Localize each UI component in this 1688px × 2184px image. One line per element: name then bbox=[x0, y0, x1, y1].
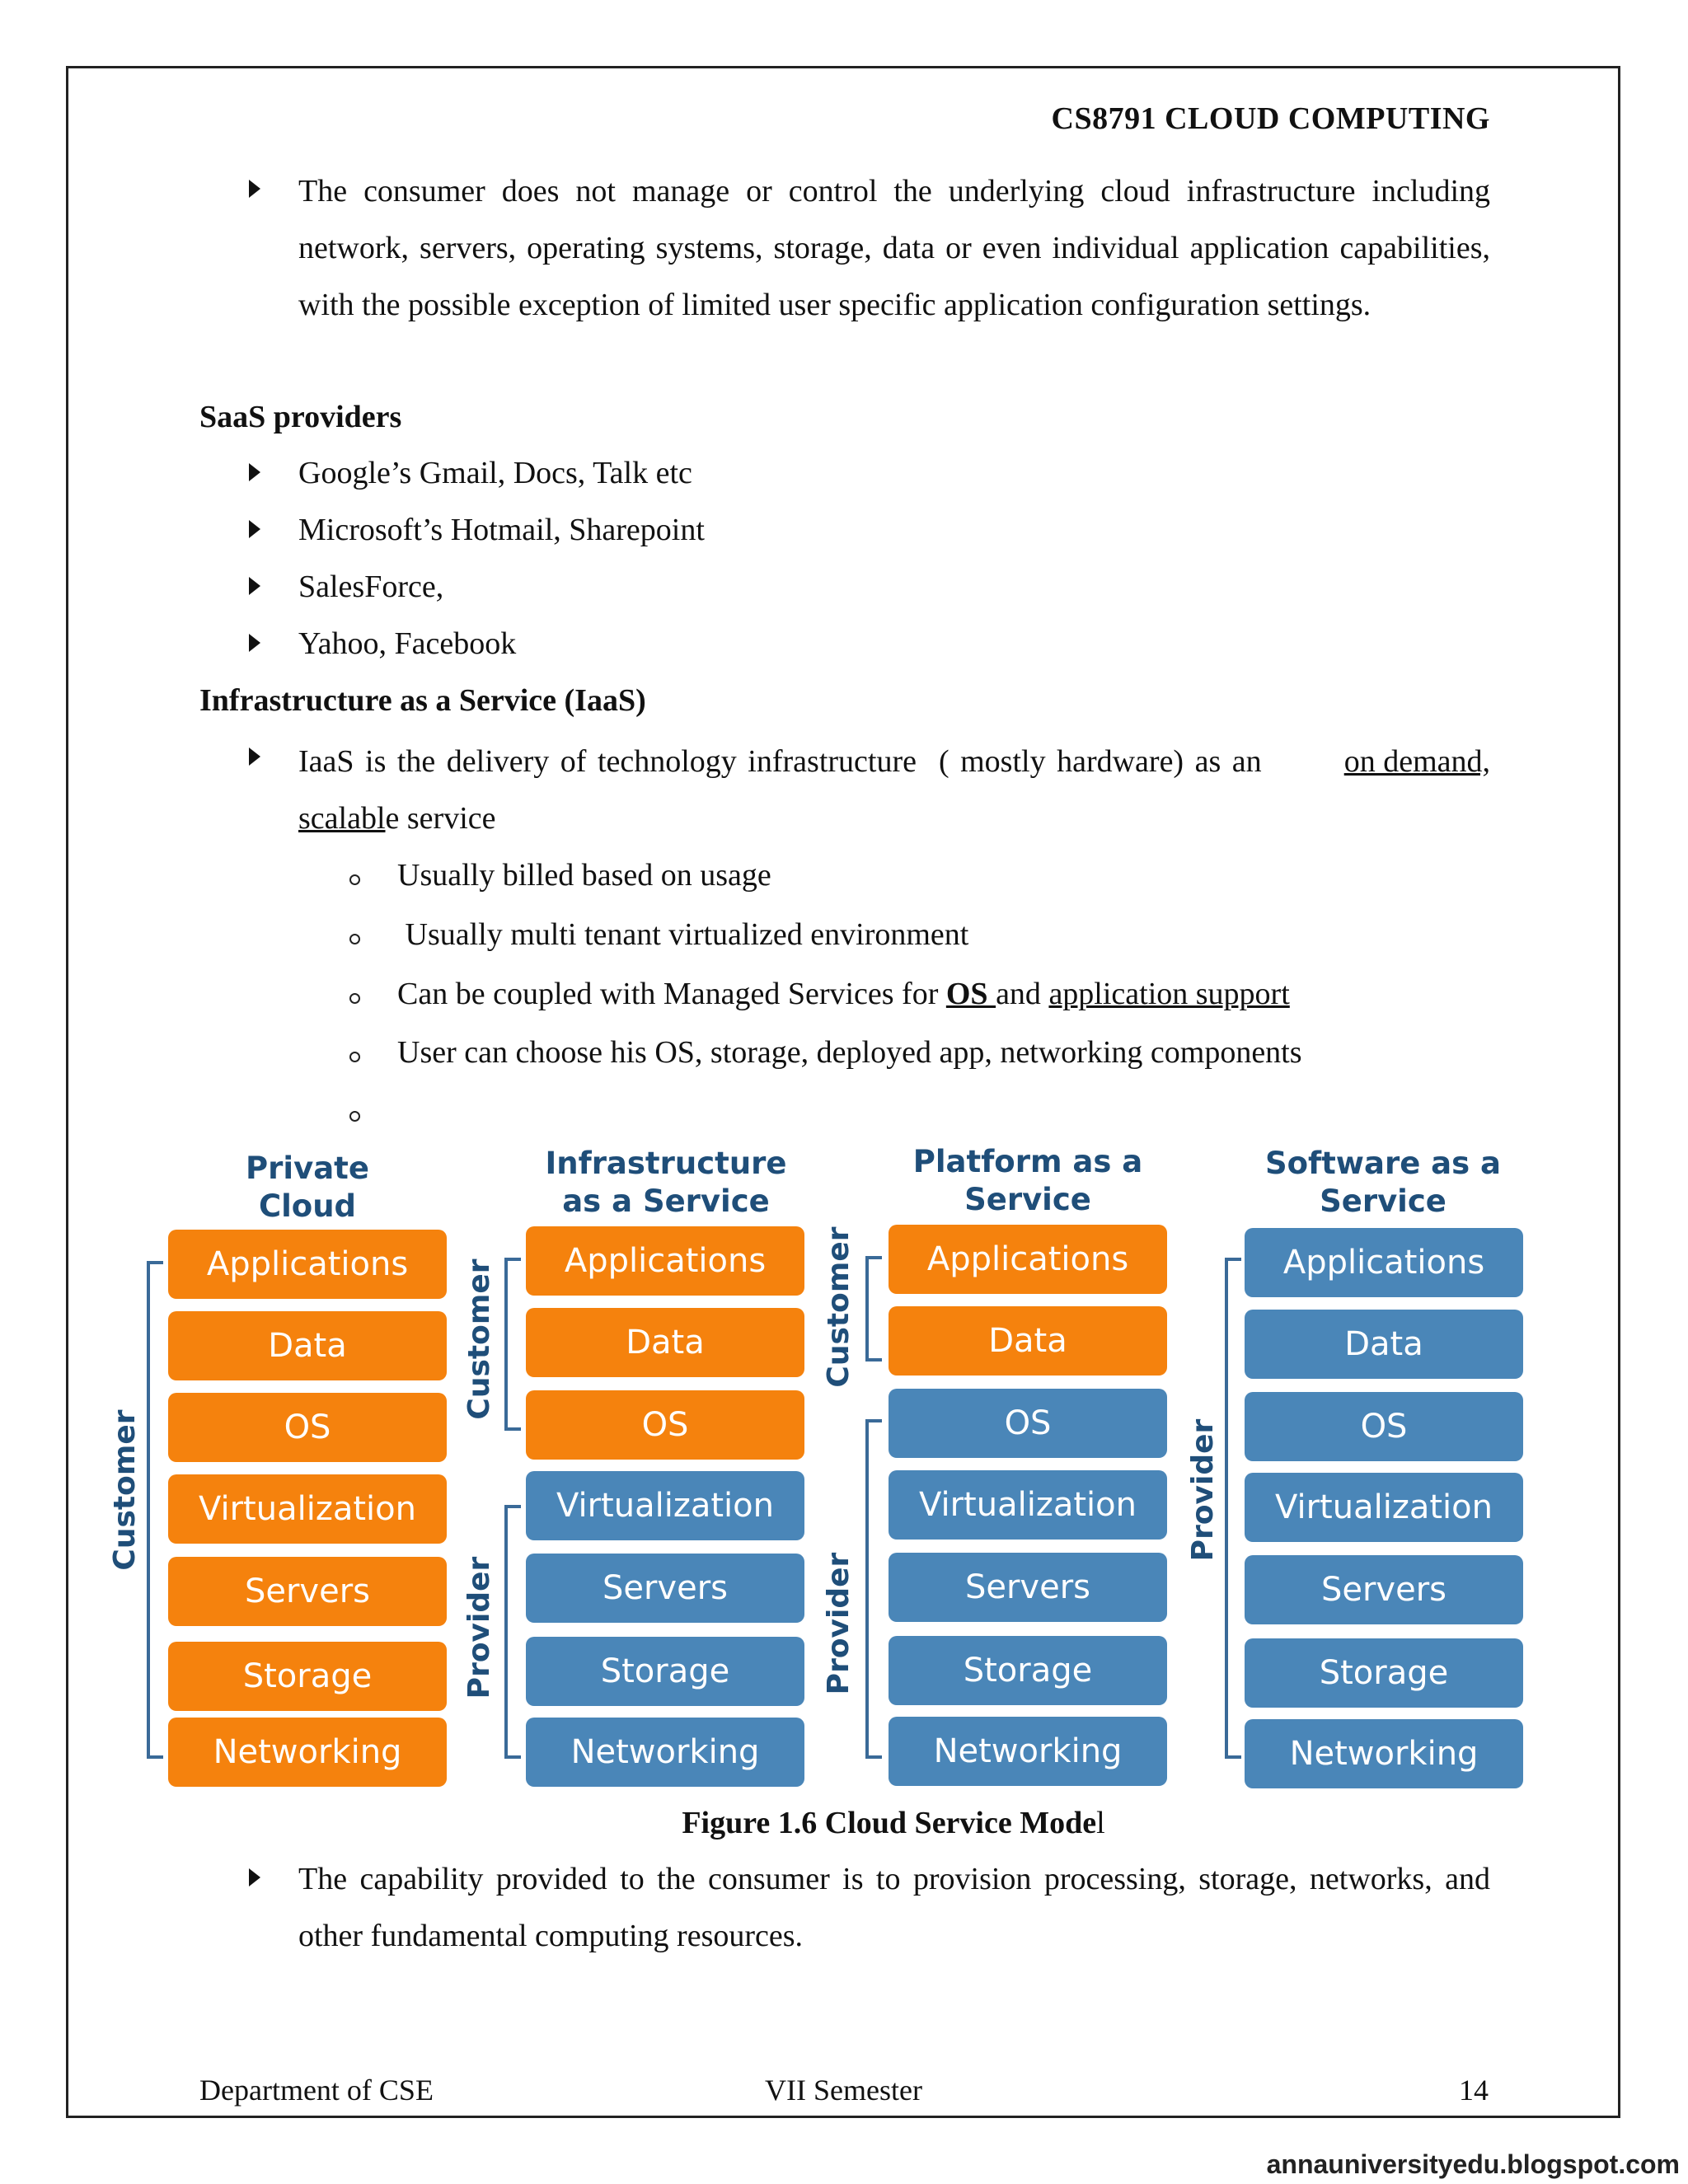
layer-networking: Networking bbox=[1245, 1719, 1523, 1788]
provider-bracket bbox=[504, 1505, 521, 1759]
bullet-arrow-icon bbox=[249, 1868, 260, 1886]
layer-storage: Storage bbox=[1245, 1638, 1523, 1708]
column-heading-paas bbox=[888, 1143, 1168, 1219]
iaas-bullet-line1 bbox=[298, 733, 1490, 790]
layer-applications: Applications bbox=[1245, 1228, 1523, 1297]
iaas-sub-item bbox=[397, 976, 1290, 1012]
column-heading-saas bbox=[1243, 1145, 1523, 1221]
layer-networking: Networking bbox=[889, 1717, 1167, 1786]
layer-data: Data bbox=[168, 1311, 447, 1380]
layer-networking: Networking bbox=[168, 1718, 447, 1787]
column-heading-line: Private bbox=[246, 1151, 369, 1186]
customer-label: Customer bbox=[822, 1226, 856, 1388]
footer-semester: VII Semester bbox=[765, 2074, 922, 2107]
provider-label: Provider bbox=[462, 1556, 496, 1699]
bullet-arrow-icon bbox=[249, 577, 260, 595]
page-number: 14 bbox=[1459, 2074, 1489, 2107]
bullet-arrow-icon bbox=[249, 748, 260, 766]
iaas-heading: Infrastructure as a Service (IaaS) bbox=[199, 683, 646, 718]
column-heading-private-cloud bbox=[167, 1150, 448, 1226]
layer-virtualization: Virtualization bbox=[168, 1474, 447, 1544]
service-text: e service bbox=[385, 801, 496, 836]
customer-label: Customer bbox=[108, 1409, 142, 1571]
bullet-arrow-icon bbox=[249, 463, 260, 481]
layer-data: Data bbox=[889, 1306, 1167, 1376]
provider-bracket bbox=[865, 1419, 882, 1759]
layer-os: OS bbox=[889, 1389, 1167, 1458]
os-text: OS bbox=[945, 977, 996, 1011]
layer-storage: Storage bbox=[889, 1636, 1167, 1705]
layer-data: Data bbox=[1245, 1310, 1523, 1379]
column-heading-line: as a Service bbox=[562, 1183, 770, 1219]
layer-data: Data bbox=[526, 1308, 804, 1377]
iaas-sub-item: Usually billed based on usage bbox=[397, 858, 771, 893]
iaas-bullet-text: IaaS is the delivery of technology infrastructure ( mostly hardware) as an bbox=[298, 744, 1273, 779]
layer-applications: Applications bbox=[168, 1230, 447, 1299]
layer-os: OS bbox=[1245, 1392, 1523, 1461]
iaas-sub-item: Usually multi tenant virtualized environment bbox=[397, 917, 969, 952]
scalable-text: scalabl bbox=[298, 801, 386, 836]
column-heading-line: Service bbox=[964, 1182, 1091, 1217]
column-heading-line: Software as a bbox=[1264, 1146, 1502, 1181]
layer-virtualization: Virtualization bbox=[889, 1470, 1167, 1540]
layer-servers: Servers bbox=[1245, 1555, 1523, 1624]
saas-provider-item: Microsoft’s Hotmail, Sharepoint bbox=[298, 513, 705, 547]
column-heading-line: Service bbox=[1320, 1183, 1447, 1219]
column-heading-line: Platform as a bbox=[912, 1144, 1143, 1179]
provider-bracket bbox=[1225, 1258, 1241, 1759]
figure-caption bbox=[0, 1805, 1688, 1841]
layer-os: OS bbox=[526, 1390, 804, 1460]
managed-services-text: Can be coupled with Managed Services for bbox=[397, 977, 946, 1011]
customer-bracket bbox=[504, 1258, 521, 1431]
provider-label: Provider bbox=[822, 1552, 856, 1695]
layer-applications: Applications bbox=[526, 1226, 804, 1296]
saas-provider-item: Google’s Gmail, Docs, Talk etc bbox=[298, 456, 692, 490]
circle-bullet-icon bbox=[349, 993, 360, 1004]
saas-provider-item: SalesForce, bbox=[298, 569, 444, 604]
footer-department: Department of CSE bbox=[199, 2074, 434, 2107]
customer-bracket bbox=[147, 1261, 163, 1759]
page-title: CS8791 CLOUD COMPUTING bbox=[1051, 101, 1490, 136]
layer-storage: Storage bbox=[168, 1642, 447, 1711]
layer-virtualization: Virtualization bbox=[1245, 1473, 1523, 1542]
watermark: annauniversityedu.blogspot.com bbox=[1266, 2149, 1680, 2179]
iaas-sub-item: User can choose his OS, storage, deployed app, networking components bbox=[397, 1035, 1302, 1070]
bullet-arrow-icon bbox=[249, 180, 260, 198]
figure-caption-tail: l bbox=[1096, 1806, 1105, 1840]
and-text: and bbox=[996, 977, 1049, 1011]
circle-bullet-icon bbox=[349, 874, 360, 885]
iaas-bullet-line2 bbox=[298, 790, 1490, 847]
layer-os: OS bbox=[168, 1393, 447, 1462]
provider-label: Provider bbox=[1186, 1418, 1220, 1562]
circle-bullet-icon bbox=[349, 934, 360, 944]
layer-servers: Servers bbox=[526, 1554, 804, 1623]
closing-paragraph: The capability provided to the consumer is to provision processing, storage, networks, and other fundamental computing resources. bbox=[298, 1862, 1490, 1953]
column-heading-line: Cloud bbox=[258, 1188, 357, 1224]
column-heading-iaas bbox=[526, 1145, 806, 1221]
layer-networking: Networking bbox=[526, 1718, 804, 1787]
bullet-arrow-icon bbox=[249, 634, 260, 652]
on-demand-text: on demand, bbox=[1343, 744, 1490, 779]
saas-provider-item: Yahoo, Facebook bbox=[298, 626, 517, 661]
intro-paragraph: The consumer does not manage or control the underlying cloud infrastructure including network, servers, operating systems, storage, data or even individual application capabilities, with the possible exception of limited user specific application configuration settings. bbox=[298, 174, 1490, 322]
layer-storage: Storage bbox=[526, 1637, 804, 1706]
iaas-bullet bbox=[298, 733, 1490, 847]
application-support-text: application support bbox=[1048, 977, 1290, 1011]
figure-caption-main: Figure 1.6 Cloud Service Mode bbox=[682, 1806, 1097, 1840]
circle-bullet-icon bbox=[349, 1052, 360, 1062]
customer-bracket bbox=[865, 1256, 882, 1361]
circle-bullet-icon bbox=[349, 1111, 360, 1122]
customer-label: Customer bbox=[462, 1258, 496, 1420]
layer-virtualization: Virtualization bbox=[526, 1471, 804, 1540]
layer-servers: Servers bbox=[889, 1553, 1167, 1622]
bullet-arrow-icon bbox=[249, 520, 260, 538]
saas-providers-heading: SaaS providers bbox=[199, 400, 402, 434]
layer-applications: Applications bbox=[889, 1225, 1167, 1294]
layer-servers: Servers bbox=[168, 1557, 447, 1626]
column-heading-line: Infrastructure bbox=[545, 1146, 787, 1181]
